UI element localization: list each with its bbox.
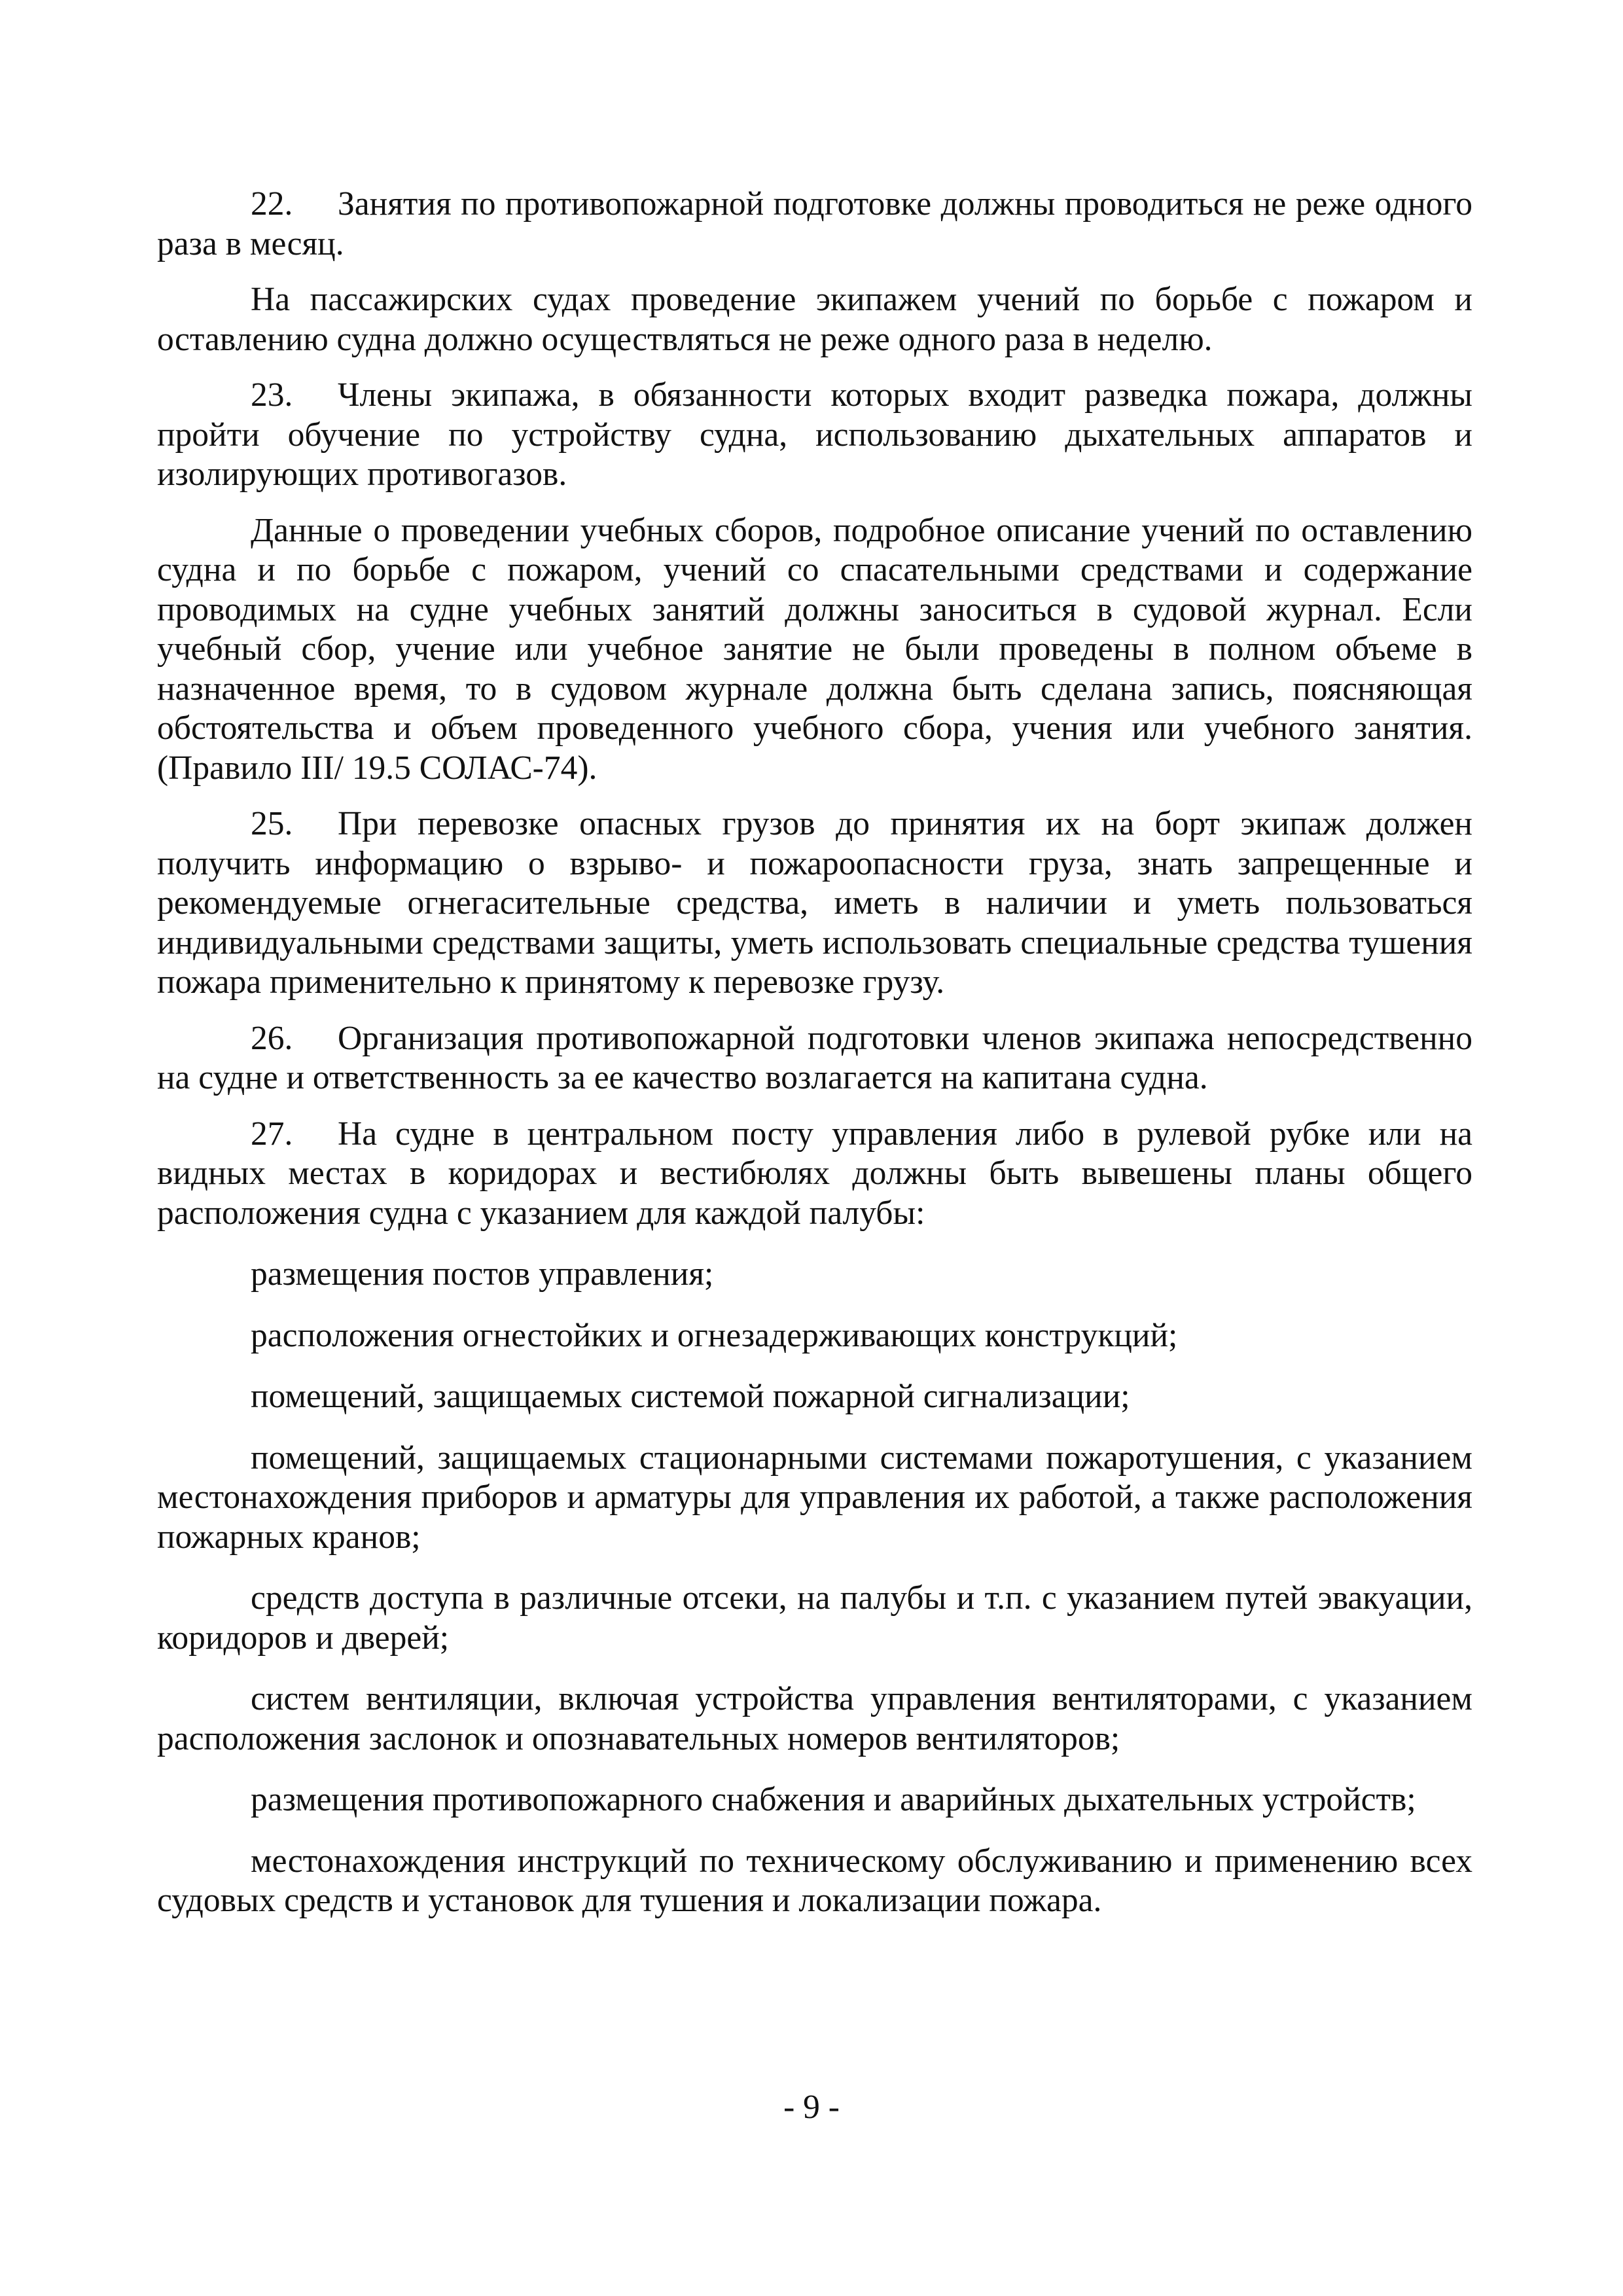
paragraph-25 [157,804,1472,1003]
list-item-text: размещения противопожарного снабжения и аварийных дыхательных устройств; [251,1781,1416,1818]
list-item-text: местонахождения инструкций по техническому обслуживанию и применению всех судовых средств и установок для тушения и локализации пожара. [157,1842,1472,1919]
list-item [157,1316,1472,1356]
paragraph-text: На судне в центральном посту управления либо в рулевой рубке или на видных местах в коридорах и вестибюлях должны быть вывешены планы общего расположения судна с указанием для каждой палубы: [157,1115,1472,1232]
document-body [157,185,1472,1943]
paragraph-number: 27. [251,1115,293,1153]
list-item-text: помещений, защищаемых стационарными системами пожаротушения, с указанием местонахождения приборов и арматуры для управления их работой, а также расположения пожарных кранов; [157,1439,1472,1556]
list-item-text: средств доступа в различные отсеки, на палубы и т.п. с указанием путей эвакуации, коридоров и дверей; [157,1579,1472,1657]
list-item-text: размещения постов управления; [251,1255,714,1293]
paragraph-number: 22. [251,185,293,223]
list-item [157,1842,1472,1921]
paragraph-text: Организация противопожарной подготовки членов экипажа непосредственно на судне и ответственность за ее качество возлагается на капитана судна. [157,1019,1472,1096]
paragraph-26 [157,1019,1472,1098]
paragraph-text: На пассажирских судах проведение экипажем учений по борьбе с пожаром и оставлению судна должно осуществляться не реже одного раза в неделю. [157,281,1472,358]
paragraph-drill-records [157,511,1472,789]
paragraph-text: Занятия по противопожарной подготовке должны проводиться не реже одного раза в месяц. [157,185,1472,262]
paragraph-number: 23. [251,376,293,414]
list-item [157,1377,1472,1417]
list-item [157,1439,1472,1558]
list-item-text: расположения огнестойких и огнезадерживающих конструкций; [251,1316,1178,1354]
paragraph-passenger-drills [157,280,1472,359]
paragraph-number: 26. [251,1019,293,1057]
list-item [157,1780,1472,1820]
list-item [157,1579,1472,1658]
paragraph-text: При перевозке опасных грузов до принятия их на борт экипаж должен получить информацию о взрыво- и пожароопасности груза, знать запрещенные и рекомендуемые огнегасительные средства, иметь в наличии и уметь пользоваться индивидуальными средствами защиты, уметь использовать специальные средства тушения пожара применительно к принятому к перевозке грузу. [157,805,1472,1001]
paragraph-23 [157,376,1472,495]
paragraph-number: 25. [251,805,293,842]
list-item-text: систем вентиляции, включая устройства управления вентиляторами, с указанием расположения заслонок и опознавательных номеров вентиляторов; [157,1680,1472,1757]
list-item-text: помещений, защищаемых системой пожарной сигнализации; [251,1378,1130,1415]
page-number: - 9 - [783,2089,840,2126]
paragraph-text: Члены экипажа, в обязанности которых входит разведка пожара, должны пройти обучение по устройству судна, использованию дыхательных аппаратов и изолирующих противогазов. [157,376,1472,493]
list-item [157,1679,1472,1759]
list-item [157,1255,1472,1295]
paragraph-27 [157,1115,1472,1234]
paragraph-22 [157,185,1472,264]
paragraph-text: Данные о проведении учебных сборов, подробное описание учений по оставлению судна и по борьбе с пожаром, учений со спасательными средствами и содержание проводимых на судне учебных занятий должны заноситься в судовой журнал. Если учебный сбор, учение или учебное занятие не были проведены в полном объеме в назначенное время, то в судовом журнале должна быть сделана запись, поясняющая обстоятельства и объем проведенного учебного сбора, учения или учебного занятия. (Правило III/ 19.5 СОЛАС-74). [157,511,1472,787]
